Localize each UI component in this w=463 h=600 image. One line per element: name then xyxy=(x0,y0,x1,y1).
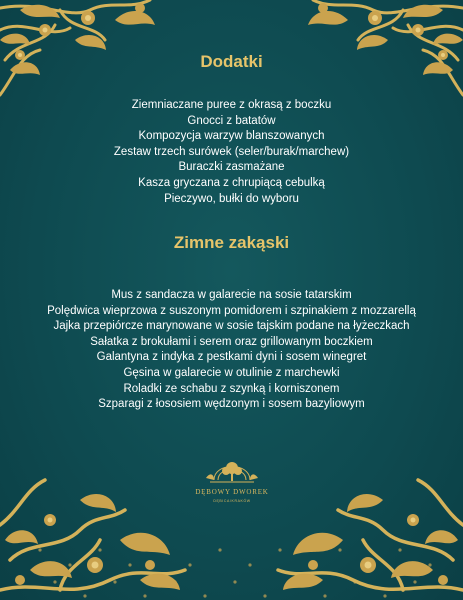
list-item: Polędwica wieprzowa z suszonym pomidorem i szpinakiem z mozzarellą xyxy=(47,304,416,317)
list-item: Kompozycja warzyw blanszowanych xyxy=(138,130,325,143)
logo-subtitle: DĘBICA/KRAKÓW xyxy=(213,499,251,503)
list-item: Pieczywo, bułki do wyboru xyxy=(164,192,299,205)
dodatki-list xyxy=(0,98,463,207)
list-item: Buraczki zasmażane xyxy=(178,161,285,174)
list-item: Zestaw trzech surówek (seler/burak/marchew) xyxy=(113,145,350,158)
list-item: Mus z sandacza w galarecie na sosie tatarskim xyxy=(111,289,352,301)
list-item: Ziemniaczane puree z okrasą z boczku xyxy=(131,99,332,111)
logo-name: DĘBOWY DWOREK xyxy=(195,488,269,496)
list-item: Kasza gryczana z chrupiącą cebulką xyxy=(138,176,325,189)
list-item: Sałatka z brokułami i serem oraz grillowanym boczkiem xyxy=(90,335,373,348)
list-item: Jajka przepiórcze marynowane w sosie tajskim podane na łyżeczkach xyxy=(53,320,410,333)
baroque-ornament-icon xyxy=(273,440,463,600)
baroque-ornament-icon xyxy=(0,440,190,600)
section-title-zimne-zakaski: Zimne zakąski xyxy=(173,233,290,252)
list-item: Roladki ze schabu z szynką i korniszonem xyxy=(123,382,340,395)
oak-tree-logo-icon xyxy=(196,450,268,490)
zimne-zakaski-list xyxy=(0,288,463,413)
list-item: Gęsina w galarecie w otulinie z marchewki xyxy=(123,366,340,379)
section-title-dodatki: Dodatki xyxy=(200,52,263,71)
list-item: Galantyna z indyka z pestkami dyni i sosem winegret xyxy=(96,351,367,364)
list-item: Szparagi z łososiem wędzonym i sosem bazyliowym xyxy=(98,398,365,411)
list-item: Gnocci z batatów xyxy=(187,114,276,127)
